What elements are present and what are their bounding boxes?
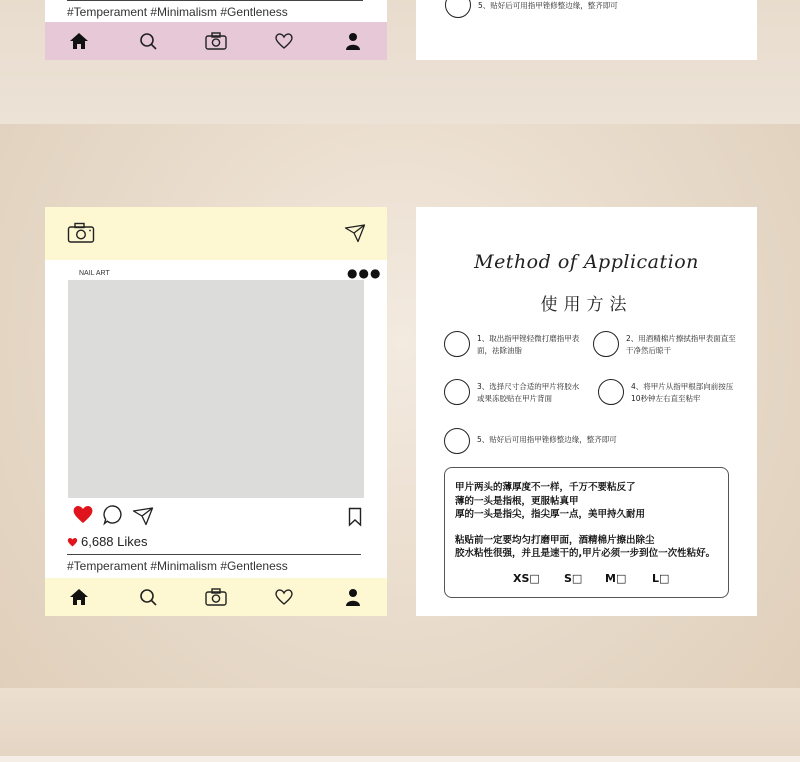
send-icon[interactable] (344, 223, 366, 247)
instructions-subtitle: 使用方法 (540, 295, 633, 315)
step-4-text: 4、将甲片从指甲根部向前按压 10秒钟左右直至粘牢 (631, 382, 734, 403)
camera-icon[interactable] (67, 222, 95, 248)
size-xs-checkbox[interactable]: XS□ (513, 572, 540, 585)
heart-icon[interactable] (270, 583, 298, 611)
search-icon[interactable] (134, 27, 162, 55)
profile-icon[interactable] (339, 583, 367, 611)
top-step-5 (445, 0, 618, 18)
share-icon[interactable] (132, 506, 154, 530)
step-5-text: 5、贴好后可用指甲锉修整边缘，整齐即可 (477, 435, 617, 444)
post-account-name[interactable]: NAIL ART (79, 270, 110, 277)
top-post-divider (67, 0, 363, 1)
top-post-navbar (45, 22, 387, 60)
like-heart-icon[interactable] (72, 504, 94, 528)
notice-line-5: 胶水粘性很强，并且是速干的,甲片必须一步到位一次性粘好。 (455, 548, 716, 559)
likes-row (67, 534, 148, 549)
camera-icon[interactable] (202, 583, 230, 611)
notice-line-1: 甲片两头的薄厚度不一样，千万不要粘反了 (455, 482, 636, 493)
step-4 (598, 379, 733, 405)
post-card (45, 207, 387, 616)
more-options-icon[interactable]: ●●● (347, 266, 382, 280)
search-icon[interactable] (134, 583, 162, 611)
heart-icon[interactable] (270, 27, 298, 55)
step-1 (444, 331, 579, 357)
step-5 (444, 428, 617, 454)
bookmark-icon[interactable] (348, 507, 362, 531)
notice-box (444, 467, 729, 598)
home-icon[interactable] (65, 27, 93, 55)
bottom-divider (0, 756, 800, 762)
step-1-text: 1、取出指甲锉轻微打磨指甲表 面，祛除油脂 (477, 334, 580, 355)
small-heart-icon (67, 537, 78, 547)
size-options (445, 572, 728, 586)
notice-line-4: 粘贴前一定要均匀打磨甲面，酒精棉片擦出除尘 (455, 534, 655, 546)
lower-background-band (0, 688, 800, 762)
notice-line-2: 薄的一头是指根，更服帖真甲 (455, 495, 579, 507)
top-step-5-text: 5、贴好后可用指甲锉修整边缘，整齐即可 (478, 1, 618, 10)
post-navbar (45, 578, 387, 616)
glue-icon (444, 379, 470, 405)
press-nail-icon (598, 379, 624, 405)
top-post-card (45, 0, 387, 60)
step-2 (593, 331, 736, 357)
comment-icon[interactable] (102, 504, 124, 530)
likes-count: 6,688 Likes (81, 534, 148, 549)
step-2-text: 2、用酒精棉片擦拭指甲表面直至 干净然后晾干 (626, 334, 736, 355)
step-3-text: 3、选择尺寸合适的甲片将胶水 或果冻胶贴在甲片背面 (477, 382, 580, 403)
post-divider (67, 554, 361, 555)
nail-trim-icon (444, 428, 470, 454)
instructions-title: Method of Application (474, 251, 699, 273)
nail-file-icon (444, 331, 470, 357)
home-icon[interactable] (65, 583, 93, 611)
cotton-pad-icon (593, 331, 619, 357)
profile-icon[interactable] (339, 27, 367, 55)
post-tags: #Temperament #Minimalism #Gentleness (67, 559, 288, 573)
top-instructions-card (416, 0, 757, 60)
camera-icon[interactable] (202, 27, 230, 55)
step-3 (444, 379, 579, 405)
post-image (68, 280, 364, 498)
instructions-card (416, 207, 757, 616)
top-post-tags: #Temperament #Minimalism #Gentleness (67, 5, 288, 19)
post-header-bar (45, 207, 387, 260)
notice-line-3: 厚的一头是指尖，指尖厚一点，美甲持久耐用 (455, 509, 646, 520)
size-s-checkbox[interactable]: S□ (564, 572, 583, 585)
notice-text (455, 481, 715, 561)
nail-file-icon (445, 0, 471, 18)
size-m-checkbox[interactable]: M□ (605, 572, 627, 585)
size-l-checkbox[interactable]: L□ (652, 572, 670, 585)
